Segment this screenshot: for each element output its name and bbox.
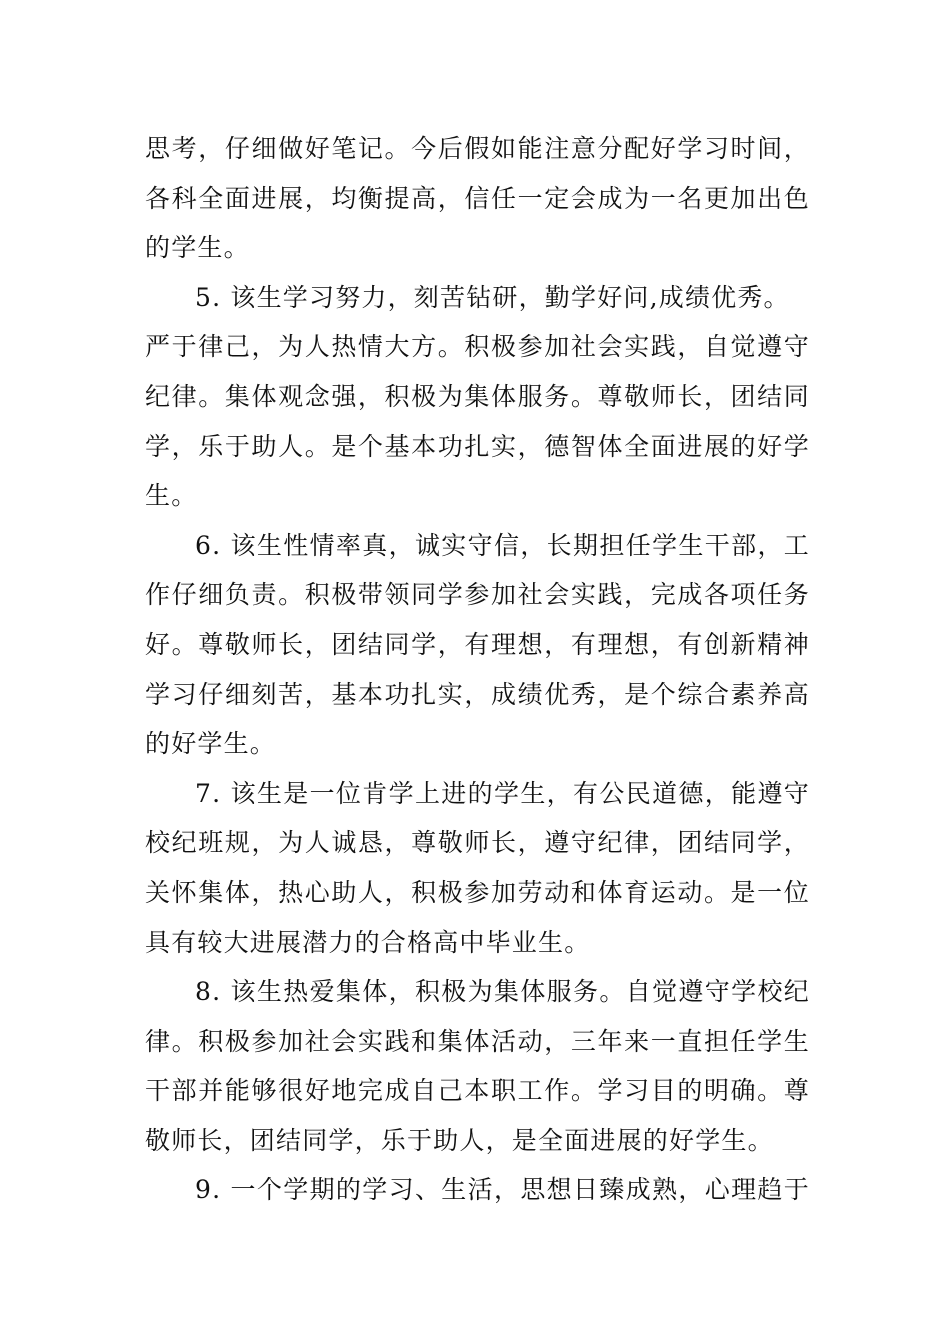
- paragraph-item-6: [145, 521, 810, 769]
- text-line: 生。: [145, 481, 198, 511]
- text-line: 9. 一个学期的学习、生活，思想日臻成熟，心理趋于: [195, 1175, 810, 1205]
- text-line: 各科全面进展，均衡提高，信任一定会成为一名更加出色: [145, 183, 810, 213]
- text-line: 的好学生。: [145, 729, 277, 759]
- text-line: 思考，仔细做好笔记。今后假如能注意分配好学习时间，: [145, 134, 810, 163]
- text-line: 严于律己，为人热情大方。积极参加社会实践，自觉遵守: [145, 332, 810, 362]
- text-line: 关怀集体，热心助人，积极参加劳动和体育运动。是一位: [145, 877, 810, 907]
- text-line: 律。积极参加社会实践和集体活动，三年来一直担任学生: [145, 1026, 810, 1056]
- paragraph-item-8: [145, 967, 810, 1165]
- text-line: 敬师长，团结同学，乐于助人，是全面进展的好学生。: [145, 1125, 774, 1155]
- text-line: 5. 该生学习努力，刻苦钻研，勤学好问,成绩优秀。: [195, 282, 790, 312]
- paragraph-item-7: [145, 769, 810, 967]
- document-body: [145, 124, 810, 1215]
- text-line: 6. 该生性情率真，诚实守信，长期担任学生干部，工: [195, 530, 810, 560]
- text-line: 的学生。: [145, 233, 250, 263]
- text-line: 具有较大进展潜力的合格高中毕业生。: [145, 927, 591, 957]
- paragraph-item-9: [145, 1165, 810, 1215]
- text-line: 学，乐于助人。是个基本功扎实，德智体全面进展的好学: [145, 431, 810, 461]
- paragraph-continuation: [145, 124, 810, 273]
- paragraph-item-5: [145, 273, 810, 521]
- text-line: 7. 该生是一位肯学上进的学生，有公民道德，能遵守: [195, 778, 810, 808]
- text-line: 作仔细负责。积极带领同学参加社会实践，完成各项任务: [145, 580, 810, 610]
- text-line: 干部并能够很好地完成自己本职工作。学习目的明确。尊: [145, 1076, 810, 1106]
- text-line: 好。尊敬师长，团结同学，有理想，有理想，有创新精神: [145, 629, 810, 659]
- text-line: 纪律。集体观念强，积极为集体服务。尊敬师长，团结同: [145, 381, 810, 411]
- text-line: 校纪班规，为人诚恳，尊敬师长，遵守纪律，团结同学，: [145, 828, 810, 858]
- text-line: 学习仔细刻苦，基本功扎实，成绩优秀，是个综合素养高: [145, 679, 810, 709]
- text-line: 8. 该生热爱集体，积极为集体服务。自觉遵守学校纪: [195, 977, 810, 1007]
